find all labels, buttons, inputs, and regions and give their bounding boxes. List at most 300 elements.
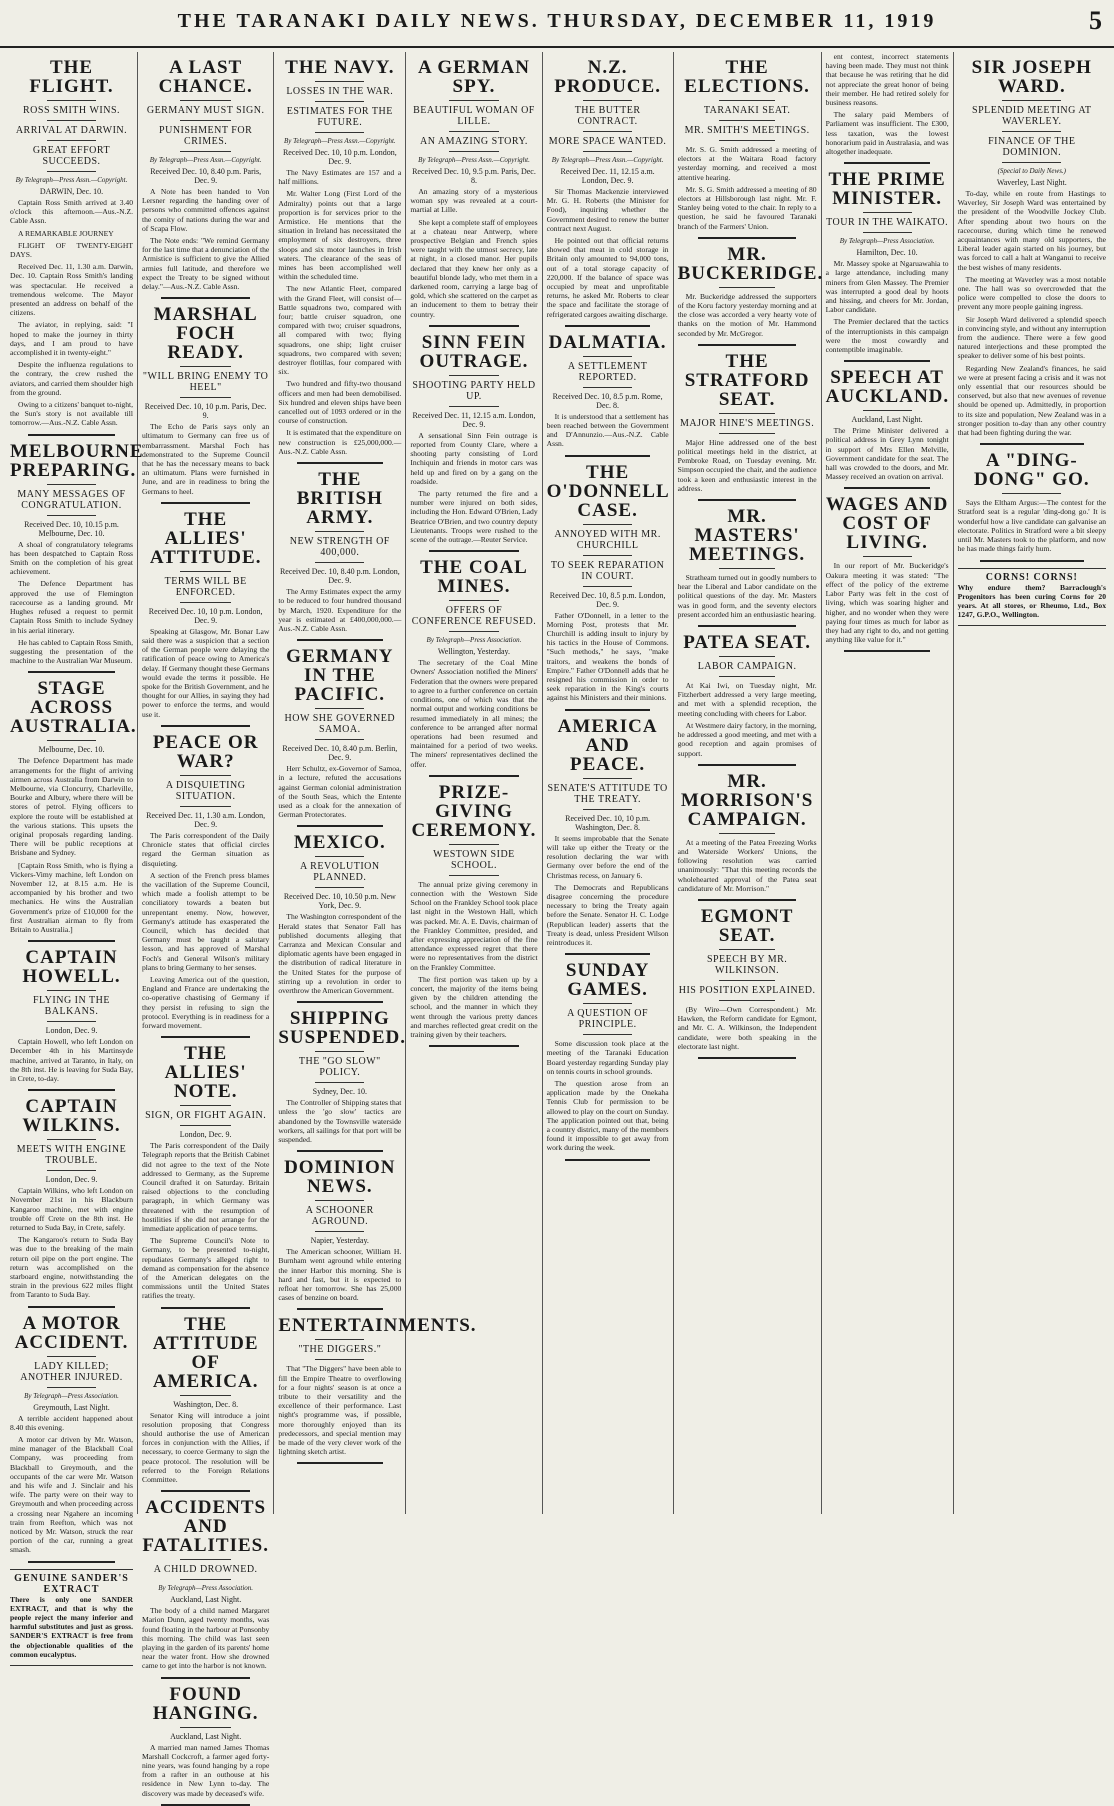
subhead-rule: [583, 387, 632, 388]
article-headline: THE COAL MINES.: [420, 557, 528, 598]
column-5: [543, 52, 674, 1514]
article-paragraph: The Democrats and Republicans disagree concerning the procedure necessary to bring the Treaty again before the Senate. Senator H. C. Lodge (Republican leader) asserts that the Treaty is dead, unless President Wilson reintroduces it.: [546, 882, 669, 947]
column-6: [674, 52, 822, 1514]
article: [10, 948, 133, 1083]
article-subhead: "WILL BRING ENEMY TO HEEL": [142, 371, 269, 394]
subhead-rule: [719, 140, 775, 141]
subhead-rule: [449, 151, 500, 152]
article-credit: (Special to Daily News.): [997, 167, 1067, 175]
article: [547, 463, 669, 703]
article-divider: [844, 162, 930, 164]
article-divider: [28, 1089, 114, 1091]
advertisement-text: There is only one SANDER EXTRACT, and that is why the people reject the many inferior and harmful substitutes and just as gross. SANDER'S EXTRACT is free from the objectionable qualities of the common eucalyptus.: [10, 1594, 133, 1659]
article-credit: By Telegraph—Press Association.: [426, 636, 522, 645]
advertisement: [958, 568, 1106, 627]
article-headline: THE NAVY.: [285, 57, 395, 78]
article-headline: THE FLIGHT.: [29, 57, 114, 97]
article-divider: [844, 650, 930, 652]
article: [678, 352, 817, 493]
headline-rule: [315, 856, 364, 857]
headline-rule: [315, 1339, 364, 1340]
article: [958, 58, 1106, 437]
headline-rule: [180, 1727, 231, 1728]
article-paragraph: At a meeting of the Patea Freezing Works and Waterside Workers' Unions, the following resolution was carried unanimously: "That this meeting records the wholehearted approval of the Patea seat candidature of Mr. Morrison.": [677, 837, 817, 893]
article: [278, 470, 401, 633]
article-paragraph: Some discussion took place at the meeting of the Taranaki Education Board yesterday regarding Sunday play on tennis courts in school grounds.: [546, 1039, 669, 1076]
article-headline: SHIPPING SUSPENDED.: [278, 1008, 407, 1049]
article-paragraph: He has cabled to Captain Ross Smith, suggesting the presentation of the machine to the Australian War Museum.: [10, 637, 133, 666]
headline-rule: [180, 366, 231, 367]
article-paragraph: Senator King will introduce a joint resolution proposing that Congress should authorise the use of American forces in conjunction with the Allies, if necessary, to coerce Germany to sign the peace protocol. The resolution will be referred to the Foreign Relations Committee.: [142, 1410, 270, 1485]
article-subhead: HIS POSITION EXPLAINED.: [678, 984, 816, 996]
article-paragraph: The Paris correspondent of the Daily Telegraph reports that the British Cabinet did not agree to the text of the Note addressed to Germany, as the Supreme Council drafted it on Saturday. Britain raised objections to the concluding paragraph, in which Germany was threatened with the resumption of hostilities if she did not arrange for the immediate application of peace terms.: [142, 1141, 270, 1233]
subhead-rule: [583, 131, 632, 132]
article-paragraph: Major Hine addressed one of the best political meetings held in the district, at Pembroke Road, on Tuesday evening. Mr. Simpson occupied the chair, and the audience took a keen and enthusiastic interest in the address.: [677, 437, 817, 493]
article-paragraph: The Army Estimates expect the army to be reduced to four hundred thousand by March, 1920. Expenditure for the year is estimated at £400,000,000.—Aus.-N.Z. Cable Assn.: [278, 587, 402, 633]
article-paragraph: Mr. S. G. Smith addressed a meeting of electors at the Waitara Road factory yesterday morning, and received a most attentive hearing.: [677, 145, 817, 182]
subhead-rule: [315, 1359, 364, 1360]
article-paragraph: A shoal of congratulatory telegrams has been despatched to Captain Ross Smith on the completion of his great achievement.: [10, 539, 133, 577]
article-paragraph: It seems improbable that the Senate will take up either the Treaty or the resolution declaring the war with Germany over before the end of the Christmas recess, on January 6.: [546, 833, 669, 880]
article-subhead: SENATE'S ATTITUDE TO THE TREATY.: [547, 782, 668, 805]
article-dateline: Auckland, Last Night.: [851, 415, 923, 425]
article-subhead: TOUR IN THE WAIKATO.: [826, 217, 949, 229]
article-dateline: Received Dec. 10, 8.5 p.m. Rome, Dec. 8.: [552, 391, 663, 410]
article-subhead: TO SEEK REPARATION IN COURT.: [550, 559, 665, 582]
article-dateline: Received Dec. 10, 10.15 p.m. Melbourne, Dec. 10.: [24, 519, 119, 538]
article-paragraph: The Navy Estimates are 157 and a half millions.: [278, 168, 402, 187]
article-divider: [297, 1308, 383, 1310]
article-headline: N.Z. PRODUCE.: [554, 57, 661, 97]
article-paragraph: An amazing story of a mysterious woman spy was revealed at a court-martial at Lille.: [410, 187, 538, 215]
article-divider: [565, 709, 650, 711]
article-headline: THE ALLIES' NOTE.: [164, 1043, 247, 1103]
article-dateline: Received Dec. 10, 8.40 p.m. Paris, Dec. 9.: [150, 167, 262, 185]
article: [10, 440, 144, 666]
article-divider: [297, 1001, 383, 1003]
article-divider: [161, 502, 250, 504]
article-paragraph: The Paris correspondent of the Daily Chronicle states that official circles regard the German situation as disquieting.: [142, 830, 270, 868]
article-divider: [698, 1057, 795, 1059]
article-headline: THE ATTITUDE OF AMERICA.: [152, 1313, 259, 1392]
article-subhead: MEETS WITH ENGINE TROUBLE.: [16, 1144, 127, 1167]
article-subhead: FLYING IN THE BALKANS.: [33, 995, 110, 1018]
article: [547, 717, 669, 947]
article-divider: [161, 1677, 250, 1679]
article-divider: [28, 940, 114, 942]
subhead-rule: [180, 151, 231, 152]
article-headline: MR. BUCKERIDGE.: [677, 243, 824, 284]
subhead-rule: [1002, 162, 1061, 163]
article-subhead: MAJOR HINE'S MEETINGS.: [680, 417, 815, 429]
advertisement-heading: CORNS! CORNS!: [985, 571, 1078, 583]
article-divider: [429, 1045, 518, 1047]
article-paragraph: The body of a child named Margaret Marion Dunn, aged twenty months, was found floating in the harbour at Ponsonby this morning. The child was last seen playing in the garden of its parents' home near the water front. How she drowned came to get into the harbor is not known.: [142, 1606, 270, 1671]
column-8: [954, 52, 1110, 1514]
subhead-rule: [47, 1021, 96, 1022]
article-dateline: London, Dec. 9.: [179, 1130, 232, 1140]
article-subhead: MANY MESSAGES OF CONGRATULATION.: [17, 488, 126, 511]
article-divider: [161, 1036, 250, 1038]
headline-rule: [47, 740, 96, 741]
subhead-rule: [583, 586, 632, 587]
article-paragraph: Stratheam turned out in goodly numbers to hear the Liberal and Labor candidate on the political questions of the day. Mr. Masters was in good form, and the seventy electors present accorded him an enthusiastic hearing.: [677, 573, 817, 619]
article-headline: CAPTAIN HOWELL.: [22, 947, 121, 988]
article: [826, 495, 949, 644]
article-paragraph: Mr. Walter Long (First Lord of the Admiralty) points out that a large proportion is for services prior to the Armistice. He mentions that the situation in Ireland has necessitated the employment of six destroyers, three sloops and six motor launches in Irish waters. The clearance of the seas of mines has been accomplished well within the scheduled time.: [278, 189, 402, 282]
article-divider: [844, 360, 930, 362]
article-paragraph: At Westmere dairy factory, in the morning, he addressed a good meeting, and met with a good reception and again promises of support.: [677, 720, 817, 758]
article-paragraph: The party returned the fire and a number were injured on both sides, including the Hon. Edward O'Brien, Lady Beatrice O'Brien, and two country deputy Lieutenants. Troops were rushed to the scene of the outrage.—Reuter Service.: [410, 489, 538, 545]
headline-rule: [315, 1051, 364, 1052]
article-divider: [28, 1561, 114, 1563]
subhead-rule: [719, 120, 775, 121]
headline-rule: [719, 413, 775, 414]
subhead-rule: [315, 1082, 364, 1083]
subhead-rule: [47, 515, 96, 516]
article-paragraph: Regarding New Zealand's finances, he said we were at present facing a crisis and it was not only essential that our resources should be conserved, but also that new avenues of revenue should be opened up. Admittedly, in proportion to its size and population, New Zealand was in a stronger position to-day than any other country that had been fighting during the war.: [957, 363, 1106, 438]
article-subhead: ROSS SMITH WINS.: [23, 105, 120, 116]
article-paragraph: FLIGHT OF TWENTY-EIGHT DAYS.: [10, 240, 133, 260]
headline-rule: [47, 1139, 96, 1140]
article-divider: [429, 550, 518, 552]
subhead-rule: [863, 232, 912, 233]
article-dateline: Washington, Dec. 8.: [173, 1399, 239, 1409]
article-divider: [297, 1150, 383, 1152]
article: [142, 58, 269, 291]
article-subhead: PUNISHMENT FOR CRIMES.: [159, 125, 253, 147]
article-subhead: AN AMAZING STORY.: [420, 136, 528, 147]
article: [278, 58, 401, 456]
headline-rule: [1002, 493, 1061, 494]
article: [958, 451, 1106, 553]
subhead-rule: [47, 1387, 96, 1388]
columns-container: [6, 52, 1110, 1798]
article-divider: [28, 1306, 114, 1308]
subhead-rule: [180, 806, 231, 807]
article-paragraph: Captain Ross Smith arrived at 3.40 o'clock this afternoon.—Aus.-N.Z. Cable Assn.: [10, 198, 133, 226]
article: [678, 633, 817, 758]
article-headline: GERMANY IN THE PACIFIC.: [286, 646, 394, 706]
article: [10, 58, 133, 428]
article-headline: EGMONT SEAT.: [700, 905, 794, 946]
subhead-rule: [315, 562, 364, 563]
headline-rule: [449, 844, 500, 845]
article-subhead: SHOOTING PARTY HELD UP.: [412, 379, 536, 402]
article-subhead: A SETTLEMENT REPORTED.: [567, 360, 648, 383]
headline-rule: [47, 1356, 96, 1357]
article-paragraph: The question arose from an application made by the Onekaha Tennis Club for permission to be allowed to play on the court on Sunday. The application pointed out that, being a country district, many of the members found it impossible to get away from work during the week.: [546, 1078, 669, 1153]
article-paragraph: Mr. Buckeridge addressed the supporters of the Koru factory yesterday morning and at the close was accorded a very hearty vote of thanks on the motion of Mr. Hammond seconded by Mr. McGregor.: [677, 291, 817, 338]
article: [678, 907, 817, 1051]
article-paragraph: The secretary of the Coal Mine Owners' Association notified the Miners' Federation that the owners were prepared to agree to a further conference on certain conditions, one of which was that the normal output and working conditions be resumed immediately in all mines; the conference to be arranged after normal operations had been resumed and maintained for a period of two weeks. The miners' representatives declined the offer.: [410, 658, 538, 769]
subhead-rule: [47, 140, 96, 141]
article-headline: PEACE OR WAR?: [152, 731, 259, 772]
subhead-rule: [180, 1579, 231, 1580]
article-dateline: Received Dec. 10, 10 p.m. Washington, Dec. 8.: [565, 813, 651, 832]
article-subhead: HOW SHE GOVERNED SAMOA.: [284, 713, 396, 736]
subhead-rule: [180, 397, 231, 398]
headline-rule: [180, 1105, 231, 1106]
subhead-rule: [719, 676, 775, 677]
column-2: [138, 52, 274, 1798]
article-headline: DOMINION NEWS.: [284, 1157, 396, 1198]
article-paragraph: Captain Howell, who left London on December 4th in his Martinsyde machine, arrived at Taranto, in Italy, on the 8th inst. He is leaving for Suda Bay, in Crete, to-day.: [10, 1037, 133, 1083]
article-paragraph: The Defence Department has made arrangements for the flight of arriving airmen across Australia from Darwin to Melbourne, via Cloncurry, Charleville, Bourke and Albury, where there will be stores of petrol. Flying officers to explore the route will be established at the various stations. This upsets the original proposals regarding landing. There will be public receptions at Brisbane and Sydney.: [10, 756, 133, 858]
article-subhead: FINANCE OF THE DOMINION.: [988, 136, 1076, 158]
article: [10, 1314, 133, 1555]
article-headline: ENTERTAINMENTS.: [278, 1315, 477, 1337]
subhead-rule: [47, 171, 96, 172]
article-paragraph: The Supreme Council's Note to Germany, to be presented to-night, repudiates Germany's alleged right to demand as compensation for the absence of the American delegates on the commissions until the United States ratifies the treaty.: [142, 1236, 270, 1301]
article-headline: A GERMAN SPY.: [417, 57, 530, 97]
article: [278, 1315, 477, 1457]
article-paragraph: Mr. S. G. Smith addressed a meeting of 80 electors at Hillsborough last night. Mr. F. Stanley being voted to the chair. In reply to a question, he said he favoured Taranaki branch of the Farmers' Union.: [677, 184, 817, 231]
article-paragraph: A sensational Sinn Fein outrage is reported from County Clare, where a shooting party consisting of Lord Inchiquin and friends in motor cars was held up and fired on by a gang on the roadside.: [410, 430, 538, 486]
article-paragraph: A motor car driven by Mr. Watson, mine manager of the Blackball Coal Company, was proceeding from Blackball to Greymouth, and the occupants of the car were Mr. Watson and his wife and J. Sinclair and his wife. The party were on their way to Greymouth and when proceeding across a crossing near Ngahere an incoming train from Reefton, which was not noticed by Mr. Watson, struck the rear portion of the car, running a great smash.: [10, 1435, 133, 1555]
article-dateline: Auckland, Last Night.: [170, 1731, 242, 1741]
article-credit: By Telegraph—Press Assn.—Copyright.: [418, 156, 530, 164]
article-dateline: DARWIN, Dec. 10.: [39, 187, 104, 196]
article-divider: [28, 671, 114, 673]
article-dateline: Napier, Yesterday.: [310, 1236, 369, 1246]
headline-rule: [1002, 100, 1061, 101]
article-headline: ACCIDENTS AND FATALITIES.: [142, 1497, 269, 1557]
article-divider: [565, 455, 650, 457]
article-dateline: London, Dec. 9.: [45, 1026, 98, 1036]
article-divider: [429, 775, 518, 777]
article-paragraph: A REMARKABLE JOURNEY: [18, 228, 114, 238]
article-headline: CAPTAIN WILKINS.: [22, 1096, 121, 1137]
article-divider: [297, 462, 383, 464]
subhead-rule: [719, 980, 775, 981]
article-dateline: Received Dec. 10, 10 p.m. London, Dec. 9.: [148, 606, 263, 625]
article-dateline: Melbourne, Dec. 10.: [38, 745, 105, 755]
article-credit: By Telegraph—Press Assn.—Copyright.: [283, 137, 396, 145]
article: [142, 1315, 269, 1485]
article: [278, 833, 401, 995]
article-subhead: SIGN, OR FIGHT AGAIN.: [145, 1110, 267, 1122]
article-headline: MR. MASTERS' MEETINGS.: [689, 506, 806, 566]
article-paragraph: Despite the influenza regulations to the contrary, the crew rushed the aviators, and carried them shoulder high from the ground.: [10, 360, 133, 397]
article: [10, 678, 137, 934]
article-dateline: Received Dec. 11, 12.15 a.m. London, Dec. 9.: [412, 410, 536, 429]
article-subhead: LOSSES IN THE WAR.: [286, 86, 394, 97]
article-subhead: OFFERS OF CONFERENCE REFUSED.: [411, 605, 537, 628]
article: [278, 1008, 407, 1144]
article: [410, 58, 537, 319]
article-paragraph: To-day, while en route from Hastings to Waverley, Sir Joseph Ward was entertained by the president of the Woodville Jockey Club. After spending about two hours on the racecourse, during which time he renewed acquaintances with many old supporters, the Liberal leader again started on his journey, but was forced to call a halt at Wanganui to receive the best wishes of many residents.: [957, 189, 1106, 272]
article-headline: THE PRIME MINISTER.: [828, 169, 946, 210]
article-dateline: Received Dec. 10, 8.40 p.m. London, Dec. 9.: [279, 567, 400, 586]
article-paragraph: Sir Thomas Mackenzie interviewed Mr. G. H. Roberts (the Minister for Food), inquiring whether the Government desired to renew the butter contract next August.: [546, 187, 669, 233]
article-headline: THE ALLIES' ATTITUDE.: [149, 508, 262, 568]
article-paragraph: A Note has been handed to Von Lersner regarding the handing over of persons who committed offences against the comity of nations during the war and of Scapa Flow.: [142, 187, 270, 233]
article-paragraph: At Kai Iwi, on Tuesday night, Mr. Fitzherbert addressed a very large meeting, and met with a splendid reception, the meeting concluding with cheers for Labor.: [677, 681, 817, 718]
article-paragraph: (By Wire—Own Correspondent.) Mr. Hawken, the Reform candidate for Egmont, and Mr. C. A. Wilkinson, the Independent candidate, were both speaking in the electorate last night.: [677, 1004, 817, 1051]
article-divider: [161, 297, 250, 299]
headline-rule: [315, 531, 364, 532]
subhead-rule: [583, 1034, 632, 1035]
headline-rule: [863, 410, 912, 411]
article-credit: By Telegraph—Press Assn.—Copyright.: [149, 156, 262, 164]
headline-rule: [719, 287, 775, 288]
advertisement-heading: GENUINE SANDER'S EXTRACT: [14, 1572, 129, 1595]
article-divider: [297, 639, 383, 641]
article-paragraph: The first portion was taken up by a concert, the majority of the items being given by the children attending the school, and the manner in which they went through the various pretty dances and marches reflected great credit on the training given by their teachers.: [410, 974, 538, 1039]
article: [677, 243, 824, 338]
article: [10, 1097, 133, 1299]
article-dateline: Wellington, Yesterday.: [437, 647, 511, 657]
article-subhead: LADY KILLED; ANOTHER INJURED.: [20, 1360, 123, 1383]
article-headline: AMERICA AND PEACE.: [557, 715, 658, 775]
article-subhead: GERMANY MUST SIGN.: [146, 105, 265, 116]
subhead-rule: [449, 875, 500, 876]
article-divider: [844, 487, 930, 489]
article-subhead: ESTIMATES FOR THE FUTURE.: [286, 106, 393, 128]
article-headline: THE ELECTIONS.: [684, 57, 810, 97]
subhead-rule: [449, 631, 500, 632]
subhead-rule: [1002, 131, 1061, 132]
advertisement-text: Why endure them? Barraclough's Progenitors has been curing Corns for 20 years. At all stores, or Rheumo, Ltd., Box 1247, G.P.O., Wellington.: [957, 582, 1106, 620]
article-paragraph: The Kangaroo's return to Suda Bay was due to the breaking of the main return oil pipe on the port engine. The return was accomplished on the starboard engine, notwithstanding the strain in the previous 622 miles flight from Taranto to Suda Bay.: [10, 1235, 133, 1300]
article-headline: MELBOURNE PREPARING.: [10, 440, 144, 481]
article-paragraph: The Washington correspondent of the Herald states that Senator Fall has published documents alleging that Carranza and Mexican Consular and diplomatic agents have been engaged in the distribution of radical literature in the United States for the purpose of stirring up a revolution in order to overthrow the American Government.: [278, 912, 402, 995]
article-divider: [429, 325, 518, 327]
advertisement: [10, 1569, 133, 1666]
headline-rule: [47, 484, 96, 485]
article: [142, 1498, 269, 1670]
article: [678, 58, 817, 231]
subhead-rule: [47, 1170, 96, 1171]
article-subhead: NEW STRENGTH OF 400,000.: [289, 536, 390, 559]
article-paragraph: It is understood that a settlement has been reached between the Government and D'Annunzio.—Aus.-N.Z. Cable Assn.: [546, 411, 669, 449]
headline-rule: [719, 949, 775, 950]
headline-rule: [583, 778, 632, 779]
article-paragraph: Sir Joseph Ward delivered a splendid speech in convincing style, and without any interruption from the audience. There were a few good natured interjections and these prompted the speaker to deliver some of his best points.: [957, 314, 1106, 361]
article-subhead: TERMS WILL BE ENFORCED.: [164, 575, 247, 598]
article-credit: By Telegraph—Press Association.: [158, 1584, 254, 1593]
page-number: 5: [1089, 6, 1102, 35]
headline-rule: [583, 356, 632, 357]
article-headline: PATEA SEAT.: [683, 632, 812, 654]
article-credit: By Telegraph—Press Assn.—Copyright.: [15, 176, 128, 184]
article-headline: SINN FEIN OUTRAGE.: [419, 331, 529, 372]
article-subhead: LABOR CAMPAIGN.: [697, 661, 797, 673]
article-paragraph: Mr. Massey spoke at Ngaruawahia to a large attendance, including many miners from Glen Massey. The Premier was interrupted a good deal by hoots and hissing, and cheers for Mr. Jordan, Labor candidate.: [825, 259, 949, 315]
article-dateline: Received Dec. 11, 1.30 a.m. London, Dec. 9.: [146, 810, 266, 829]
article-dateline: Received Dec. 10, 8.40 p.m. Berlin, Dec. 9.: [282, 744, 398, 763]
article-paragraph: The annual prize giving ceremony in connection with the Westown Side School on the Frankley School took place last night in the Westown Hall, which was packed. Mr. A. E. Davis, chairman of the Frankley Committee, presided, and after expressing appreciation of the fine attendance expressed regret that there were no representatives from the district on the Frankley Committee.: [410, 879, 538, 972]
headline-rule: [315, 1200, 364, 1201]
headline-rule: [180, 1559, 231, 1560]
article: [142, 1685, 269, 1798]
article-paragraph: The Premier declared that the tactics of the interruptionists in this campaign were the most cowardly and contemptible imaginable.: [825, 317, 949, 355]
article-credit: By Telegraph—Press Association.: [839, 237, 935, 246]
subhead-rule: [315, 1231, 364, 1232]
subhead-rule: [180, 1125, 231, 1126]
article-dateline: Received Dec. 10, 9.5 p.m. Paris, Dec. 8.: [412, 167, 536, 185]
article-dateline: Received Dec. 10, 10 p.m. Paris, Dec. 9.: [144, 402, 267, 421]
article-paragraph: Speaking at Glasgow, Mr. Bonar Law said there was a suspicion that a section of the German people were delaying the ratification of peace owing to America's delay. If Germany thought these Germans would evade the terms it possible. He spoke for the British Government, and he thought for our Allies, in saying they had power to enforce the terms, and would use it.: [142, 626, 270, 719]
subhead-rule: [315, 887, 364, 888]
article-headline: WAGES AND COST OF LIVING.: [825, 494, 949, 554]
article-headline: A "DING-DONG" GO.: [974, 450, 1090, 491]
article-headline: THE O'DONNELL CASE.: [546, 461, 670, 521]
masthead: [0, 0, 1114, 48]
subhead-rule: [315, 739, 364, 740]
subhead-rule: [583, 151, 632, 152]
article-subhead: ARRIVAL AT DARWIN.: [15, 125, 128, 136]
article-dateline: Auckland, Last Night.: [170, 1595, 242, 1605]
article-paragraph: The Defence Department has approved the use of Flemington racecourse as a landing ground. Mr Hughes refused a request to permit Captain Ross Smith to include Sydney in his aerial itinerary.: [10, 579, 133, 635]
article-paragraph: ent contest, incorrect statements having been made. They must not think that because he was retiring that he did not appreciate the great honor of being their member. He had retired solely for business reasons.: [825, 52, 949, 108]
headline-rule: [180, 571, 231, 572]
article-subhead: TARANAKI SEAT.: [703, 105, 791, 116]
article-divider: [161, 1490, 250, 1492]
article-paragraph: The Echo de Paris says only an ultimatum to Germany can free us of embarrassment. Marshal Foch has demonstrated to the Supreme Council that he has the necessary means to back an ultimatum. Plans were furnished in June, and are in readiness to bring the Germans to heel.: [142, 422, 270, 496]
article-paragraph: The American schooner, William H. Burnham went aground while entering the inner Harbor this morning. She is hard and fast, but it is expected to refloat her tomorrow. She has 25,000 cases of benzine on board.: [278, 1247, 402, 1303]
article-paragraph: Father O'Donnell, in a letter to the Morning Post, protests that Mr. Churchill is adding insult to injury by his tactics in the House of Commons. "Such methods," he says, "make traitors, and weakens the bonds of Empire." Father O'Donnell adds that he resigned his commission in order to seek reparation in the King's courts against his Ministers and their minions.: [546, 610, 669, 703]
article-paragraph: The salary paid Members of Parliament was insufficient. The £300, less taxation, was the lowest honorarium paid in Australasia, and was altogether inadequate.: [825, 110, 949, 157]
article-headline: A LAST CHANCE.: [158, 57, 253, 97]
article-dateline: Received Dec. 10, 8.5 p.m. London, Dec. 9.: [549, 590, 666, 609]
article-paragraph: The Controller of Shipping states that unless the 'go slow' tactics are abandoned by the Townsville waterside workers, all sailings for that port will be suspended.: [278, 1098, 402, 1144]
article-subhead: MORE SPACE WANTED.: [548, 136, 667, 147]
article-credit: By Telegraph—Press Association.: [24, 1391, 119, 1400]
article-dateline: Received Dec. 10, 10.50 p.m. New York, Dec. 9.: [283, 892, 396, 911]
article: [142, 510, 269, 719]
headline-rule: [449, 100, 500, 101]
article-headline: MEXICO.: [293, 832, 386, 854]
article: [142, 1044, 269, 1300]
article-divider: [565, 1159, 650, 1161]
article-divider: [980, 443, 1084, 445]
column-1: [6, 52, 144, 1659]
article-dateline: London, Dec. 9.: [45, 1175, 98, 1185]
article-divider: [698, 237, 795, 239]
article-paragraph: Leaving America out of the question, England and France are undertaking the co-operative chastising of Germany if they persist in refusing to sign the protocol. Everything is in readiness for a forward movement.: [142, 974, 270, 1030]
headline-rule: [719, 100, 775, 101]
article: [678, 507, 817, 619]
article-dateline: Greymouth, Last Night.: [33, 1402, 110, 1412]
article-headline: THE BRITISH ARMY.: [296, 469, 383, 529]
article-subhead: "THE DIGGERS.": [298, 1344, 382, 1356]
article: [142, 733, 269, 1030]
article: [142, 305, 269, 496]
article-paragraph: That "The Diggers" have been able to fill the Empire Theatre to overflowing for a four nights' season is at once a tribute to their versatility and the excellence of their performance. Last night's programme was, if possible, more thoroughly enjoyed than its predecessors, and special mention may be made of the very clever work of the lightning sketch artist.: [278, 1364, 402, 1457]
article-dateline: Waverley, Last Night.: [996, 178, 1067, 187]
article-paragraph: The new Atlantic Fleet, compared with the Grand Fleet, will consist of—Battle squadrons two, compared with four; battle cruiser squadron, one compared with two; cruiser squadrons, all compared with two; flying squadrons, one ship; light cruiser squadrons, two compared with seven; destroyer flotillas, four compared with six.: [278, 284, 402, 377]
article: [826, 368, 949, 481]
headline-rule: [583, 1003, 632, 1004]
article-subhead: GREAT EFFORT SUCCEEDS.: [32, 145, 111, 167]
article-paragraph: She kept a complete staff of employees at a chateau near Antwerp, where prospective Belgian and French spies were taught with the utmost secrecy, late at night, in a closed manor. Her pupils declared that they knew her only as a beautiful blonde lady, who met them in a darkened room, carrying a large bag of gold, which she scattered on the carpet as an inducement to them to betray their country.: [410, 217, 538, 319]
article-subhead: SPEECH BY MR. WILKINSON.: [706, 953, 788, 976]
article-headline: SPEECH AT AUCKLAND.: [825, 367, 950, 408]
article-dateline: Received Dec. 11, 12.15 a.m. London, Dec. 9.: [560, 167, 655, 185]
headline-rule: [47, 990, 96, 991]
article-headline: FOUND HANGING.: [152, 1683, 259, 1724]
article-paragraph: A married man named James Thomas Marshall Cockcroft, a farmer aged forty-nine years, was found hanging by a rope from a rafter in an outhouse at his residence in New Lynn to-day. The discovery was made by deceased's wife.: [142, 1742, 270, 1798]
article-dateline: Sydney, Dec. 10.: [312, 1087, 367, 1097]
headline-rule: [180, 100, 231, 101]
article-divider: [565, 325, 650, 327]
article-credit: By Telegraph—Press Assn.—Copyright.: [551, 156, 664, 164]
article: [278, 1158, 401, 1302]
headline-rule: [863, 212, 912, 213]
article-subhead: BEAUTIFUL WOMAN OF LILLE.: [413, 105, 535, 127]
